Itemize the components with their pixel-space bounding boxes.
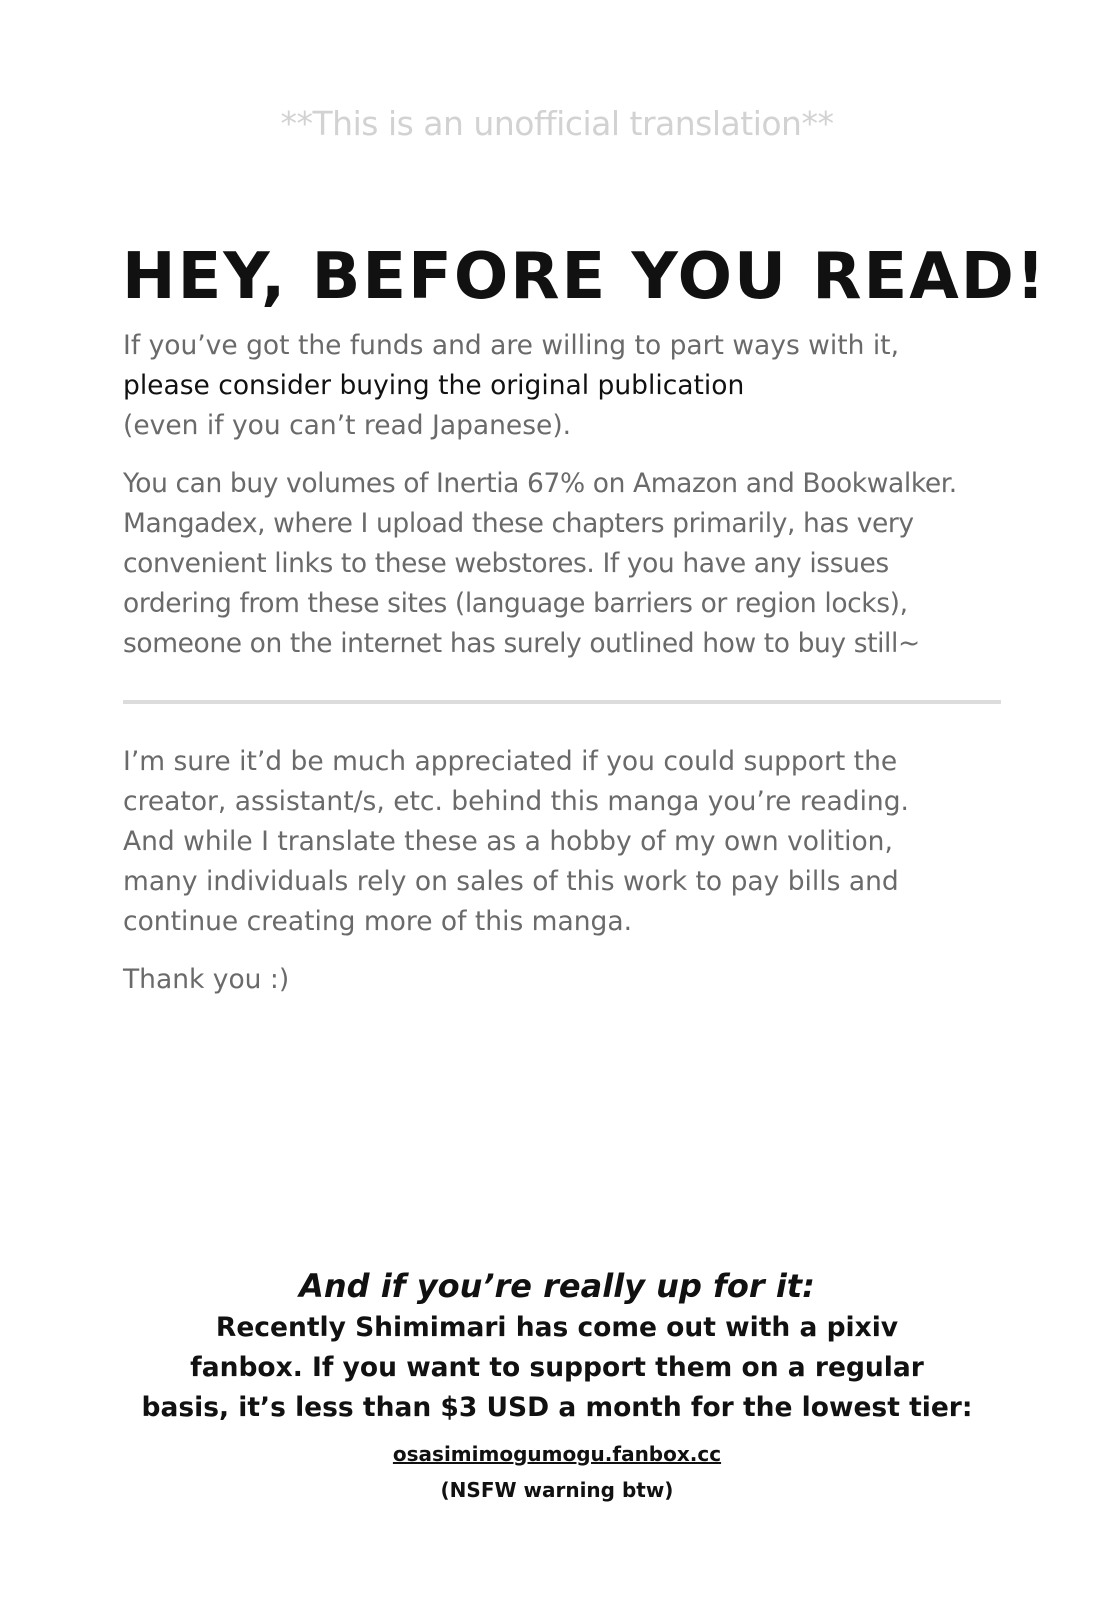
fanbox-link[interactable]: osasimimogumogu.fanbox.cc	[392, 1442, 722, 1466]
intro-paragraph	[123, 326, 1003, 446]
stores-line: ordering from these sites (language barriers or region locks),	[123, 588, 908, 619]
stores-paragraph	[123, 464, 1003, 664]
stores-line: convenient links to these webstores. If you have any issues	[123, 548, 889, 579]
nsfw-warning: (NSFW warning btw)	[440, 1478, 674, 1502]
fanbox-line: Recently Shimimari has come out with a pixiv	[215, 1312, 899, 1343]
intro-emphasis-line: please consider buying the original publication	[123, 370, 745, 401]
fanbox-line: basis, it’s less than $3 USD a month for the lowest tier:	[141, 1392, 973, 1423]
support-line: continue creating more of this manga.	[123, 906, 633, 937]
fanbox-section	[0, 1264, 1114, 1502]
fanbox-line: fanbox. If you want to support them on a regular	[190, 1352, 924, 1383]
unofficial-translation-notice: **This is an unofficial translation**	[280, 104, 834, 143]
section-divider	[123, 700, 1001, 704]
stores-line: You can buy volumes of Inertia 67% on Amazon and Bookwalker.	[123, 468, 957, 499]
page-title: HEY, BEFORE YOU READ!	[122, 240, 1048, 314]
support-line: And while I translate these as a hobby of my own volition,	[123, 826, 893, 857]
fanbox-description	[0, 1308, 1114, 1428]
intro-line: (even if you can’t read Japanese).	[123, 410, 572, 441]
fanbox-title: And if you’re really up for it:	[299, 1267, 815, 1305]
stores-line: someone on the internet has surely outlined how to buy still~	[123, 628, 920, 659]
thanks-text: Thank you :)	[123, 964, 290, 995]
support-line: creator, assistant/s, etc. behind this manga you’re reading.	[123, 786, 909, 817]
support-paragraph	[123, 742, 1003, 942]
support-line: many individuals rely on sales of this work to pay bills and	[123, 866, 899, 897]
intro-line: If you’ve got the funds and are willing to part ways with it,	[123, 330, 899, 361]
stores-line: Mangadex, where I upload these chapters primarily, has very	[123, 508, 914, 539]
support-line: I’m sure it’d be much appreciated if you could support the	[123, 746, 898, 777]
